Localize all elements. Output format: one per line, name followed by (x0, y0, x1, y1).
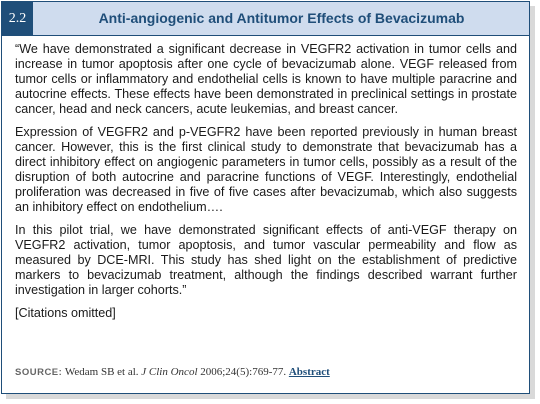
paragraph-1: “We have demonstrated a significant decrease in VEGFR2 activation in tumor cells and increase in tumor apoptosis after one cycle of bevacizumab alone. VEGF released from tumor cells or inflammatory and endothelial cells is known to have multiple paracrine and autocrine effects. These effects have been demonstrated in preclinical settings in prostate cancer, head and neck cancers, acute leukemias, and breast cancer. (15, 42, 517, 116)
box-header (2, 2, 529, 36)
paragraph-2: Expression of VEGFR2 and p-VEGFR2 have been reported previously in human breast cancer. However, this is the first clinical study to demonstrate that bevacizumab has a direct inhibitory effect on angiogenic parameters in tumor cells, possibly as a result of the disruption of both autocrine and paracrine functions of VEGF. Interestingly, endothelial proliferation was decreased in five of five cases after bevacizumab, which also suggests an inhibitory effect on endothelium…. (15, 125, 517, 214)
source-authors: Wedam SB et al. (64, 366, 139, 378)
source-label: SOURCE: (15, 367, 63, 378)
box-number-badge: 2.2 (2, 2, 33, 35)
source-journal: J Clin Oncol (141, 366, 198, 378)
source-line (15, 366, 517, 378)
box-title: Anti-angiogenic and Antitumor Effects of Bevacizumab (98, 10, 465, 26)
box-content (15, 42, 517, 329)
citations-note: [Citations omitted] (15, 306, 116, 320)
source-citation: 2006;24(5):769-77. (200, 366, 287, 378)
abstract-link[interactable]: Abstract (288, 366, 330, 378)
paragraph-3: In this pilot trial, we have demonstrated significant effects of anti-VEGF therapy on VEGFR2 activation, tumor apoptosis, and tumor vascular permeability and flow as measured by DCE-MRI. This study has shed light on the establishment of predictive markers to bevacizumab treatment, although the findings described warrant further investigation in larger cohorts.” (15, 223, 517, 297)
